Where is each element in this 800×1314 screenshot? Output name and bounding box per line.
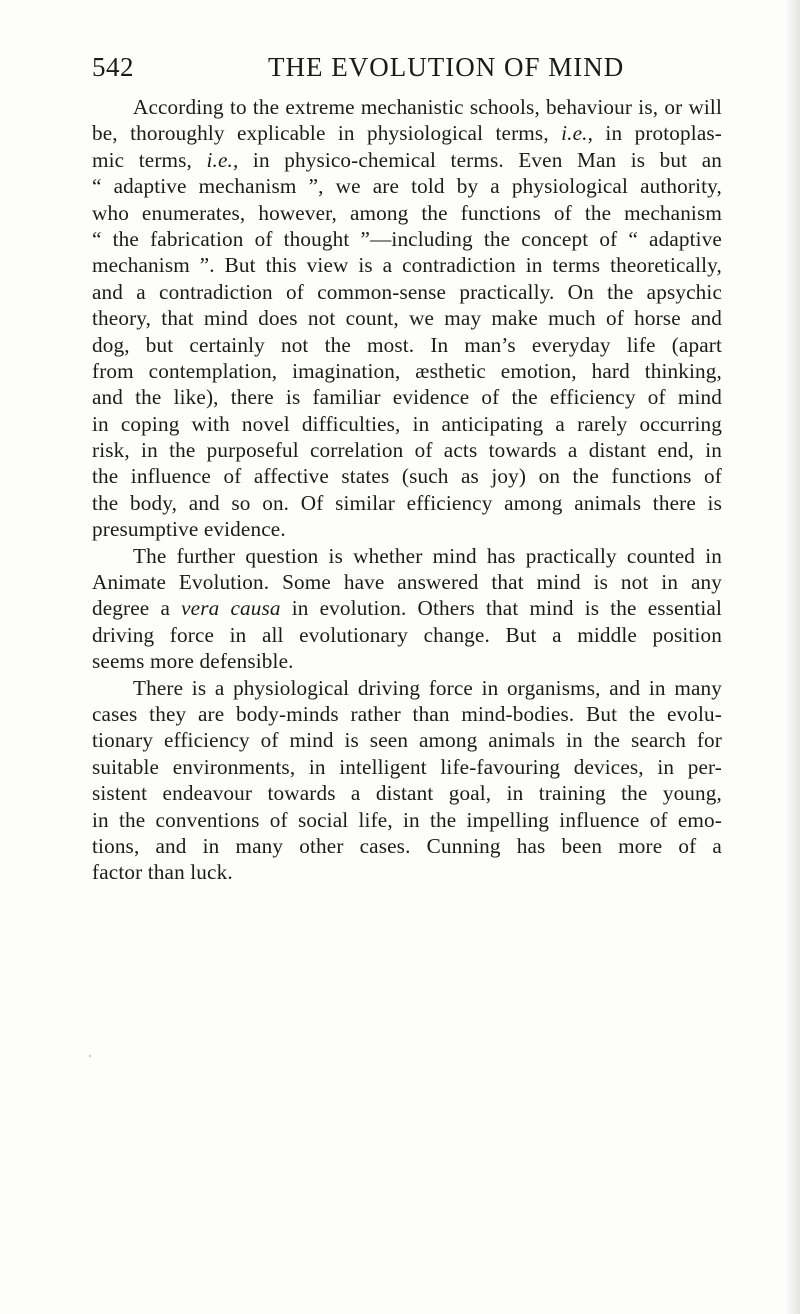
text-line: tionary efficiency of mind is seen among animals in the search for	[92, 728, 722, 753]
text-line: “ adaptive mechanism ”, we are told by a physiological authority,	[92, 174, 722, 199]
italic-text: vera causa	[181, 596, 281, 621]
text-line: sistent endeavour towards a distant goal, in training the young,	[92, 781, 722, 806]
text-line: Animate Evolution. Some have answered that mind is not in any	[92, 570, 722, 595]
paragraph-2	[92, 543, 722, 675]
text-line: be, thoroughly explicable in physiological terms, i.e., in protoplas-	[92, 121, 722, 146]
text-line: theory, that mind does not count, we may make much of horse and	[92, 306, 722, 331]
text-line: The further question is whether mind has practically counted in	[133, 543, 722, 568]
text-line: driving force in all evolutionary change. But a middle position	[92, 622, 722, 647]
text-line: seems more defensible.	[92, 649, 294, 674]
text-line: risk, in the purposeful correlation of acts towards a distant end, in	[92, 438, 722, 463]
text-line: mic terms, i.e., in physico-chemical terms. Even Man is but an	[92, 147, 722, 172]
text-line: mechanism ”. But this view is a contradiction in terms theoretically,	[92, 253, 722, 278]
text-line: factor than luck.	[92, 860, 233, 885]
text-line: in coping with novel difficulties, in anticipating a rarely occurring	[92, 411, 722, 436]
text-line: According to the extreme mechanistic schools, behaviour is, or will	[133, 95, 722, 119]
running-title: THE EVOLUTION OF MIND	[268, 52, 625, 82]
text-line: There is a physiological driving force in organisms, and in many	[133, 675, 722, 700]
text-line: from contemplation, imagination, æsthetic emotion, hard thinking,	[92, 358, 722, 383]
text-line: the body, and so on. Of similar efficiency among animals there is	[92, 490, 722, 515]
body-text	[92, 94, 722, 886]
text-line: in the conventions of social life, in the impelling influence of emo-	[92, 807, 722, 832]
page-edge-shadow	[786, 0, 800, 1314]
text-line: “ the fabrication of thought ”—including the concept of “ adaptive	[92, 226, 722, 251]
text-line: the influence of affective states (such as joy) on the functions of	[92, 464, 722, 489]
italic-text: i.e.	[206, 147, 233, 172]
paragraph-3	[92, 675, 722, 886]
italic-text: i.e.	[561, 121, 588, 146]
paper-speck	[89, 1055, 91, 1057]
page-number: 542	[92, 52, 134, 82]
page-header	[92, 52, 722, 86]
text-line: presumptive evidence.	[92, 517, 286, 542]
text-line: tions, and in many other cases. Cunning has been more of a	[92, 833, 722, 858]
text-line: dog, but certainly not the most. In man’s everyday life (apart	[92, 332, 722, 357]
text-line: and a contradiction of common-sense practically. On the apsychic	[92, 279, 722, 304]
text-line: degree a vera causa in evolution. Others that mind is the essential	[92, 596, 723, 621]
text-line: cases they are body-minds rather than mind-bodies. But the evolu-	[92, 701, 722, 726]
text-line: and the like), there is familiar evidence of the efficiency of mind	[92, 385, 722, 410]
text-line: who enumerates, however, among the functions of the mechanism	[92, 200, 722, 225]
text-line: suitable environments, in intelligent life-favouring devices, in per-	[92, 754, 722, 779]
paragraph-1	[92, 94, 722, 543]
